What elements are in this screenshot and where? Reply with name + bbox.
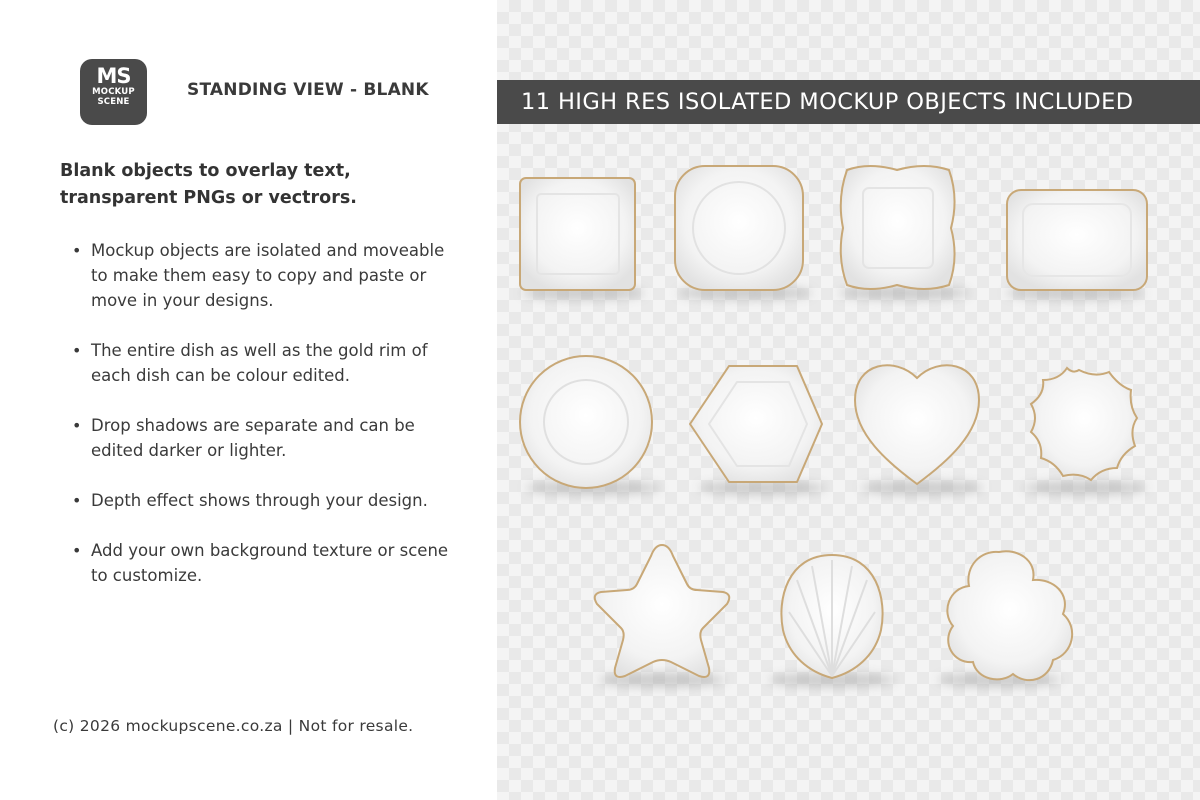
shell-dish-icon	[781, 555, 882, 678]
star-dish-icon	[595, 545, 730, 677]
copyright-text: (c) 2026 mockupscene.co.za | Not for resale.	[53, 717, 414, 735]
objects-banner: 11 HIGH RES ISOLATED MOCKUP OBJECTS INCLUDED	[497, 80, 1200, 124]
feature-item: • The entire dish as well as the gold rim of each dish can be colour edited.	[72, 338, 452, 388]
logo-line-2: SCENE	[97, 97, 130, 107]
rectangle-tray-icon	[1007, 190, 1147, 290]
objects-panel	[497, 0, 1200, 800]
scalloped-square-dish-icon	[841, 166, 955, 289]
round-plate-icon	[520, 356, 652, 488]
hexagon-dish-icon	[690, 366, 822, 482]
intro-text: Blank objects to overlay text, transparent PNGs or vectrors.	[60, 161, 357, 208]
square-dish-icon	[520, 178, 635, 290]
logo-line-1: MOCKUP	[92, 87, 135, 97]
objects-grid	[497, 0, 1200, 800]
feature-item: • Mockup objects are isolated and moveable to make them easy to copy and paste or move in your designs.	[72, 238, 452, 313]
logo-mark: MS	[96, 64, 131, 88]
feature-list	[72, 238, 452, 613]
rounded-square-plate-icon	[675, 166, 803, 290]
flower-round-dish-icon	[1031, 368, 1137, 480]
page-title: STANDING VIEW - BLANK	[187, 80, 429, 100]
feature-item: • Add your own background texture or scene to customize.	[72, 538, 452, 588]
feature-item: • Drop shadows are separate and can be edited darker or lighter.	[72, 413, 452, 463]
feature-item: • Depth effect shows through your design.	[72, 488, 452, 513]
heart-dish-icon	[855, 365, 979, 484]
flower-dish-icon	[947, 551, 1072, 680]
brand-logo	[80, 59, 147, 125]
info-panel	[0, 0, 497, 800]
